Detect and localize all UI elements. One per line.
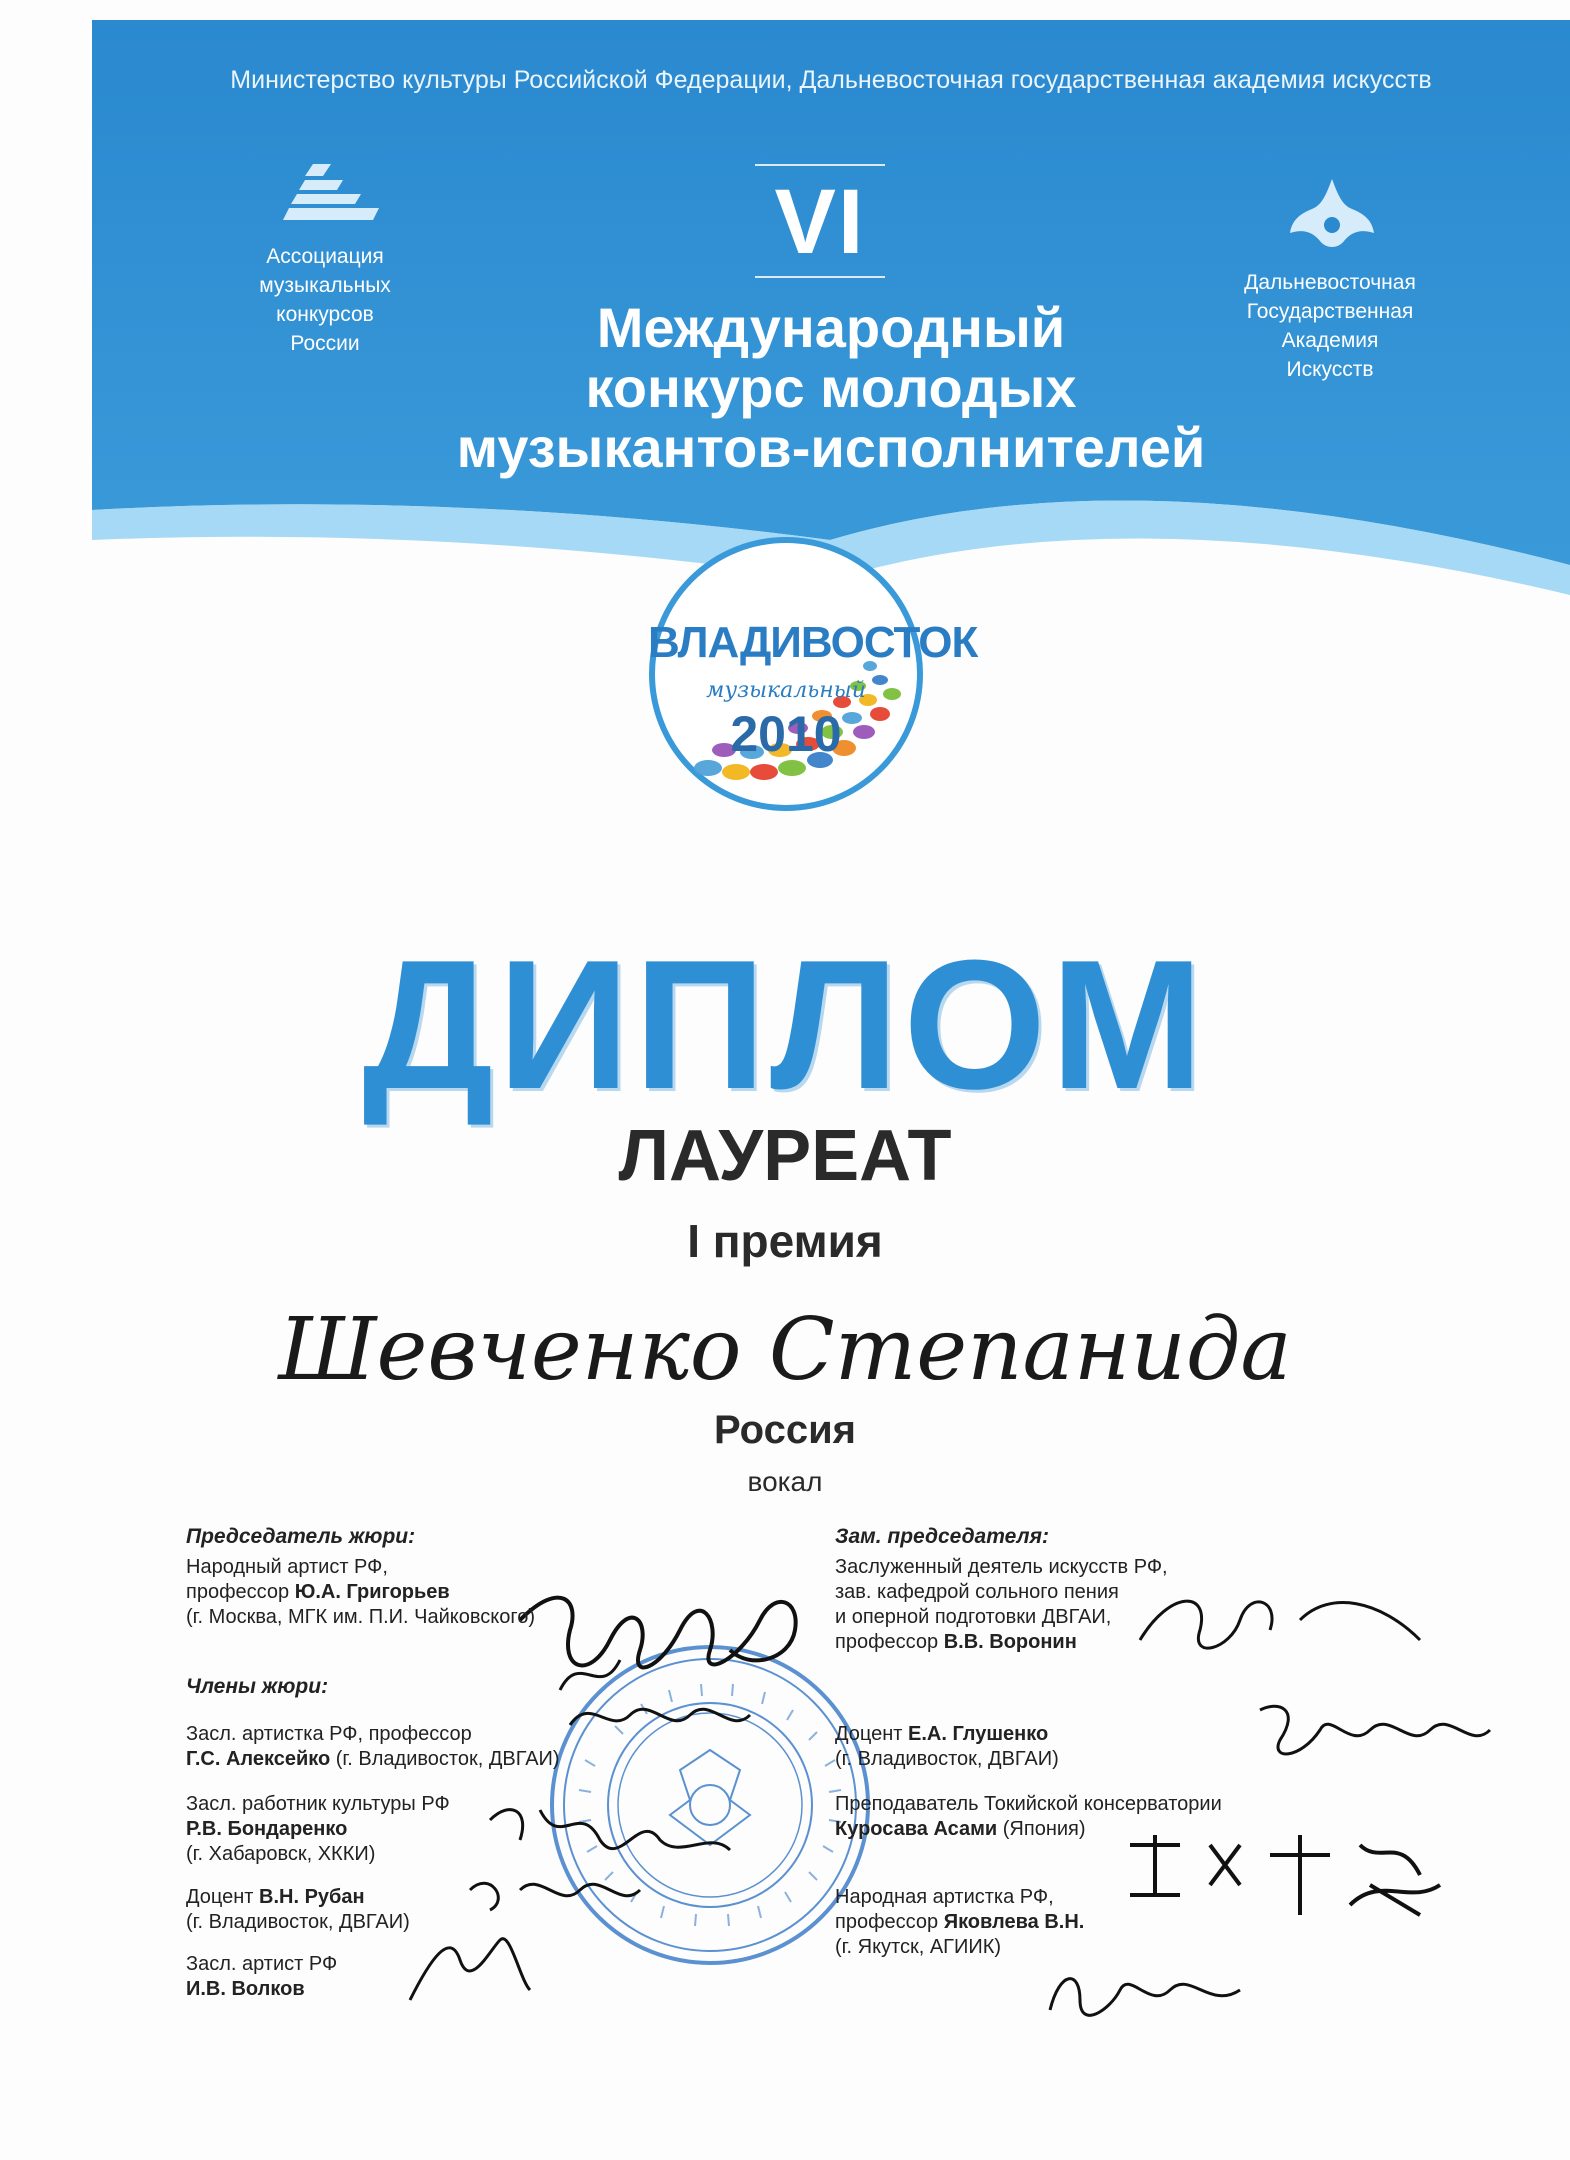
- deputy-title: Заслуженный деятель искусств РФ,: [835, 1556, 1168, 1578]
- academy-line-4: Искусств: [1286, 358, 1374, 381]
- member-affiliation: (г. Владивосток, ДВГАИ): [186, 1911, 410, 1933]
- member-affiliation: (г. Якутск, АГИИК): [835, 1936, 1002, 1958]
- member-title: Народная артистка РФ,: [835, 1886, 1054, 1908]
- member-name-line: [835, 1722, 1059, 1747]
- competition-category: вокал: [747, 1466, 823, 1497]
- association-line-1: Ассоциация: [266, 245, 384, 268]
- member-name-line: [186, 1885, 410, 1910]
- member-rank: Доцент: [186, 1886, 260, 1908]
- diploma-title: ДИПЛОМ: [362, 921, 1208, 1127]
- member-affiliation: (г. Владивосток, ДВГАИ): [330, 1748, 560, 1770]
- jury-member-glushenko: [835, 1722, 1059, 1772]
- chair-rank: профессор: [186, 1581, 295, 1603]
- jury-member-kurosawa: [835, 1792, 1222, 1842]
- member-rank: профессор: [835, 1911, 944, 1933]
- emblem-year: 2010: [730, 706, 842, 762]
- volkov-signature: [400, 1920, 540, 2010]
- member-affiliation: (Япония): [997, 1818, 1086, 1840]
- member-name: В.Н. Рубан: [259, 1886, 365, 1908]
- festival-emblem: [648, 536, 978, 812]
- member-name-text: И.В. Волков: [186, 1978, 305, 2000]
- member-name: Яковлева В.Н.: [943, 1911, 1085, 1933]
- academy-line-2: Государственная: [1246, 300, 1414, 323]
- chair-name-line: [186, 1580, 535, 1605]
- association-line-4: России: [290, 332, 360, 355]
- competition-number: VI: [774, 171, 866, 273]
- jury-member-volkov: [186, 1952, 337, 2002]
- ministry-line: Министерство культуры Российской Федерации, Дальневосточная государственная академия искусств: [230, 66, 1432, 94]
- competition-title-line-1: Международный: [596, 296, 1066, 359]
- member-rank: Доцент: [835, 1723, 909, 1745]
- jury-member-alekseyko: [186, 1722, 560, 1772]
- competition-title-line-3: музыкантов-исполнителей: [456, 416, 1206, 479]
- competition-title-line-2: конкурс молодых: [585, 356, 1077, 419]
- member-name-line: [835, 1910, 1084, 1935]
- association-line-2: музыкальных: [259, 274, 391, 297]
- chair-affiliation: (г. Москва, МГК им. П.И. Чайковского): [186, 1606, 536, 1628]
- member-title: Засл. артист РФ: [186, 1953, 338, 1975]
- deputy-info: [835, 1555, 1168, 1655]
- academy-line-3: Академия: [1281, 329, 1379, 352]
- glushenko-signature: [1240, 1690, 1500, 1770]
- chair-heading: Председатель жюри:: [186, 1525, 416, 1548]
- member-name: Куросава Асами: [835, 1818, 998, 1840]
- deputy-signature: [1130, 1570, 1430, 1670]
- recipient-country: Россия: [713, 1408, 856, 1452]
- laureate-status: ЛАУРЕАТ: [618, 1116, 952, 1196]
- academy-logo-icon: [1282, 175, 1382, 265]
- member-title: Преподаватель Токийской консерватории: [835, 1793, 1222, 1815]
- deputy-name-line: [835, 1630, 1168, 1655]
- emblem-tagline: музыкальный: [706, 678, 866, 703]
- chair-title: Народный артист РФ,: [186, 1556, 388, 1578]
- deputy-name: В.В. Воронин: [943, 1631, 1077, 1653]
- association-line-3: конкурсов: [276, 303, 374, 326]
- numeral-rule-top: [755, 164, 885, 166]
- deputy-rank: профессор: [835, 1631, 944, 1653]
- member-name-line: [835, 1817, 1222, 1842]
- member-title: Засл. работник культуры РФ: [186, 1793, 450, 1815]
- jury-member-yakovleva: [835, 1885, 1084, 1960]
- jury-member-ruban: [186, 1885, 410, 1935]
- member-title: Засл. артистка РФ, профессор: [186, 1723, 472, 1745]
- deputy-heading: Зам. председателя:: [835, 1525, 1049, 1548]
- deputy-department: и оперной подготовки ДВГАИ,: [835, 1606, 1112, 1628]
- jury-member-bondarenko: [186, 1792, 450, 1867]
- academy-line-1: Дальневосточная: [1244, 271, 1416, 294]
- member-name: Е.А. Глушенко: [908, 1723, 1049, 1745]
- deputy-position: зав. кафедрой сольного пения: [835, 1581, 1119, 1603]
- yakovleva-signature: [1040, 1950, 1260, 2040]
- member-name-line: [186, 1747, 560, 1772]
- member-name: Г.С. Алексейко: [186, 1748, 331, 1770]
- members-heading: Члены жюри:: [186, 1675, 329, 1698]
- member-affiliation: (г. Хабаровск, ХККИ): [186, 1843, 376, 1865]
- member-name-text: Р.В. Бондаренко: [186, 1818, 348, 1840]
- recipient-name: Шевченко Степанида: [278, 1300, 1292, 1400]
- chair-name: Ю.А. Григорьев: [294, 1581, 450, 1603]
- alekseyko-signature: [560, 1685, 760, 1745]
- numeral-rule-bottom: [755, 276, 885, 278]
- member-affiliation: (г. Владивосток, ДВГАИ): [835, 1748, 1059, 1770]
- member-name: [186, 1817, 450, 1842]
- emblem-city: ВЛАДИВОСТОК: [648, 618, 978, 667]
- chair-info: [186, 1555, 535, 1630]
- prize-rank: I премия: [687, 1215, 883, 1267]
- association-logo-icon: [283, 160, 383, 228]
- member-name: [186, 1977, 337, 2002]
